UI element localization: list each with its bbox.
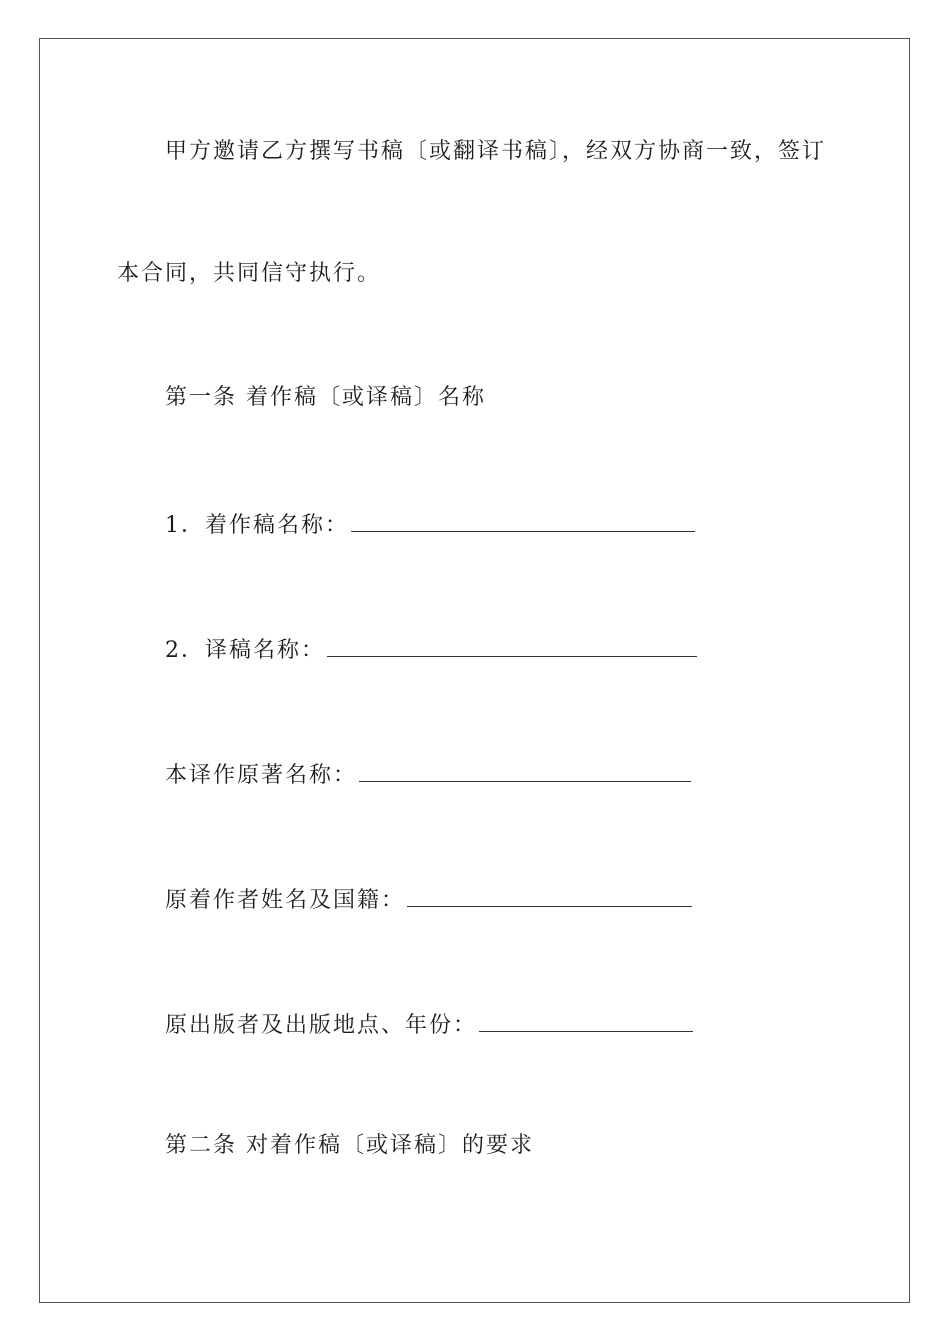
article-2-heading: 第二条 对着作稿〔或译稿〕的要求 (165, 1133, 534, 1158)
intro-line-1: 甲方邀请乙方撰写书稿〔或翻译书稿〕，经双方协商一致，签订 (165, 139, 827, 164)
work-title-row (165, 509, 695, 541)
original-title-label: 本译作原著名称： (165, 763, 358, 788)
original-publisher-label: 原出版者及出版地点、年份： (165, 1013, 478, 1038)
work-title-blank[interactable] (351, 509, 695, 532)
article-1-heading: 第一条 着作稿〔或译稿〕名称 (165, 385, 486, 410)
original-author-row (165, 884, 692, 916)
original-title-row (165, 759, 691, 791)
original-publisher-row (165, 1009, 693, 1041)
original-title-blank[interactable] (359, 759, 691, 782)
translation-title-blank[interactable] (327, 634, 697, 657)
work-title-label: 1．着作稿名称： (165, 513, 349, 538)
page-frame (39, 38, 910, 1303)
original-author-label: 原着作者姓名及国籍： (165, 888, 406, 913)
intro-line-2: 本合同，共同信守执行。 (117, 261, 382, 286)
translation-title-label: 2．译稿名称： (165, 638, 325, 663)
translation-title-row (165, 634, 697, 666)
original-author-blank[interactable] (407, 884, 692, 907)
original-publisher-blank[interactable] (479, 1009, 693, 1032)
